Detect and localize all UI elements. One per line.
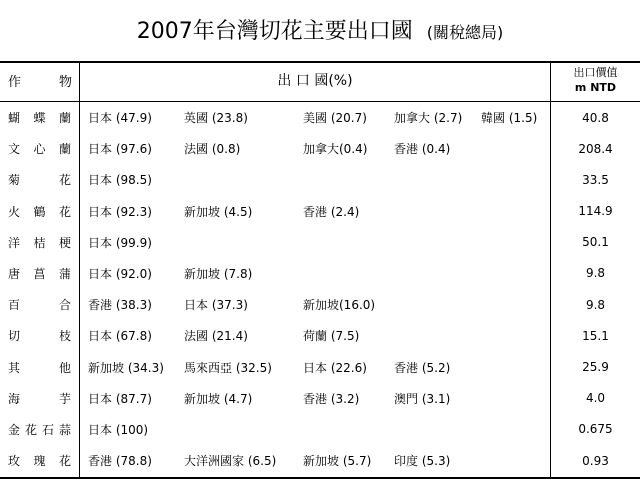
table-row — [0, 164, 640, 195]
crop-name: 菊 花 — [8, 173, 71, 188]
page-title — [0, 14, 640, 45]
crop-name: 火 鶴 花 — [8, 204, 71, 219]
export-country-share: 印度 (5.3) — [394, 454, 451, 469]
export-value: 114.9 — [578, 204, 613, 219]
export-value: 9.8 — [585, 266, 606, 281]
crop-name: 洋 桔 梗 — [8, 235, 71, 250]
export-value: 50.1 — [582, 235, 609, 250]
export-country-share: 日本 (98.5) — [88, 173, 152, 188]
export-country-share: 新加坡 (4.7) — [184, 391, 253, 406]
table-bottom-rule — [0, 477, 640, 479]
table-top-rule — [0, 61, 640, 63]
export-value: 33.5 — [582, 172, 609, 187]
table-body — [0, 102, 640, 476]
export-value: 9.8 — [585, 297, 606, 312]
export-country-share: 新加坡 (4.5) — [184, 204, 253, 219]
export-country-share: 荷蘭 (7.5) — [303, 329, 360, 344]
export-country-share: 日本 (97.6) — [88, 142, 152, 157]
export-country-share: 香港 (5.2) — [394, 360, 451, 375]
table-row — [0, 102, 640, 133]
export-value: 25.9 — [582, 360, 609, 374]
table-row — [0, 320, 640, 351]
export-country-share: 新加坡 (7.8) — [184, 266, 253, 281]
table-row — [0, 227, 640, 258]
export-country-share: 日本 (100) — [88, 422, 149, 437]
table-row — [0, 133, 640, 164]
export-country-share: 美國 (20.7) — [303, 111, 367, 125]
export-country-share: 大洋洲國家 (6.5) — [184, 454, 277, 469]
export-country-share: 馬來西亞 (32.5) — [184, 360, 272, 375]
crop-name: 玫 瑰 花 — [8, 454, 71, 469]
header-export-country: 出 口 國(%) — [277, 73, 353, 89]
header-export-value — [551, 65, 640, 95]
export-value: 0.675 — [578, 422, 613, 437]
export-country-share: 香港 (78.8) — [88, 454, 152, 469]
export-country-share: 日本 (47.9) — [88, 111, 152, 125]
table-row — [0, 352, 640, 383]
export-value: 208.4 — [578, 141, 613, 156]
export-value: 4.0 — [585, 391, 606, 406]
table-row — [0, 289, 640, 320]
export-country-share: 澳門 (3.1) — [394, 391, 451, 406]
export-country-share: 法國 (0.8) — [184, 142, 241, 157]
export-country-share: 香港 (3.2) — [303, 391, 360, 406]
export-value: 40.8 — [582, 110, 609, 125]
export-value: 15.1 — [582, 328, 609, 343]
export-country-share: 法國 (21.4) — [184, 329, 248, 344]
crop-name: 唐 菖 蒲 — [8, 266, 71, 281]
crop-name: 金 花 石 蒜 — [8, 422, 71, 437]
crop-name: 百 合 — [8, 298, 71, 313]
export-country-share: 日本 (37.3) — [184, 298, 248, 313]
crop-name: 蝴 蝶 蘭 — [8, 111, 71, 125]
title-source: (關稅總局) — [426, 23, 504, 42]
export-country-share: 日本 (87.7) — [88, 391, 152, 406]
export-country-share: 新加坡(16.0) — [303, 298, 376, 313]
export-country-share: 韓國 (1.5) — [481, 111, 538, 125]
export-country-share: 加拿大 (2.7) — [394, 111, 463, 125]
crop-name: 文 心 蘭 — [8, 142, 71, 157]
export-country-share: 日本 (67.8) — [88, 329, 152, 344]
header-crop: 作 物 — [8, 75, 72, 90]
export-value: 0.93 — [582, 453, 609, 468]
export-country-share: 日本 (92.0) — [88, 266, 152, 281]
crop-name: 海 芋 — [8, 391, 71, 406]
table-row — [0, 445, 640, 476]
export-country-share: 英國 (23.8) — [184, 111, 248, 125]
export-country-share: 日本 (99.9) — [88, 235, 152, 250]
table-row — [0, 196, 640, 227]
title-main: 2007年台灣切花主要出口國 — [136, 19, 413, 44]
export-country-share: 日本 (92.3) — [88, 204, 152, 219]
header-value-label: 出口價值 — [573, 66, 618, 79]
table-row — [0, 258, 640, 289]
export-country-share: 香港 (38.3) — [88, 298, 152, 313]
export-country-share: 新加坡 (34.3) — [88, 360, 164, 375]
export-country-share: 加拿大(0.4) — [303, 142, 368, 157]
export-country-share: 香港 (2.4) — [303, 204, 360, 219]
export-country-share: 新加坡 (5.7) — [303, 454, 372, 469]
crop-name: 其 他 — [8, 360, 71, 375]
table-row — [0, 414, 640, 445]
crop-name: 切 枝 — [8, 329, 71, 344]
export-country-share: 香港 (0.4) — [394, 142, 451, 157]
header-value-unit: m NTD — [574, 81, 617, 94]
table-row — [0, 383, 640, 414]
export-country-share: 日本 (22.6) — [303, 360, 367, 375]
